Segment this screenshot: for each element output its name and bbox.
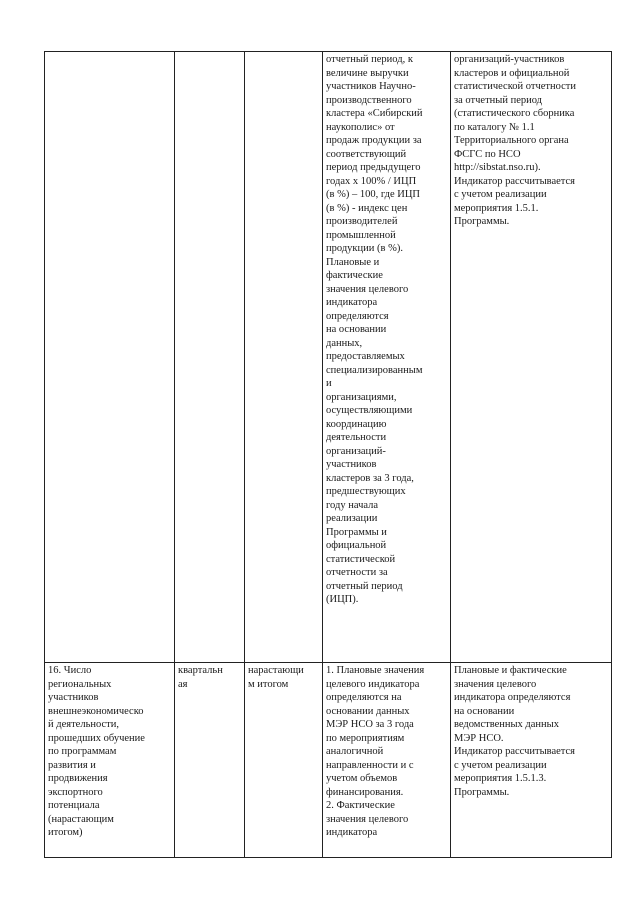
table-row: [45, 663, 612, 858]
calculation-method-cell: нарастающи м итогом: [245, 663, 323, 858]
data-source-cell: Плановые и фактические значения целевого индикатора определяются на основании ведомственных данных МЭР НСО. Индикатор рассчитывается с учетом реализации мероприятия 1.5.1.3. Программы.: [451, 663, 612, 858]
indicator-name-cell: [45, 52, 175, 663]
calculation-method-cell: [245, 52, 323, 663]
table-row: [45, 52, 612, 663]
formula-cell: отчетный период, к величине выручки участников Научно- производственного кластера «Сибирский наукополис» от продаж продукции за соответствующий период предыдущего годах x 100% / ИЦП (в %) – 100, где ИЦП (в %) - индекс цен производителей промышленной продукции (в %). Плановые и фактические значения целевого индикатора определяются на основании данных, предоставляемых специализированным и организациями, осуществляющими координацию деятельности организаций- участников кластеров за 3 года, предшествующих году начала реализации Программы и официальной статистической отчетности за отчетный период (ИЦП).: [323, 52, 451, 663]
data-source-cell: организаций-участников кластеров и официальной статистической отчетности за отчетный период (статистического сборника по каталогу № 1.1 Территориального органа ФСГС по НСО http://sibstat.nso.ru). Индикатор рассчитывается с учетом реализации мероприятия 1.5.1. Программы.: [451, 52, 612, 663]
indicators-table: [44, 51, 612, 858]
frequency-cell: квартальн ая: [175, 663, 245, 858]
frequency-cell: [175, 52, 245, 663]
formula-cell: 1. Плановые значения целевого индикатора определяются на основании данных МЭР НСО за 3 года по мероприятиям аналогичной направленности и с учетом объемов финансирования. 2. Фактические значения целевого индикатора: [323, 663, 451, 858]
indicator-name-cell: 16. Число региональных участников внешнеэкономическо й деятельности, прошедших обучение по программам развития и продвижения экспортного потенциала (нарастающим итогом): [45, 663, 175, 858]
